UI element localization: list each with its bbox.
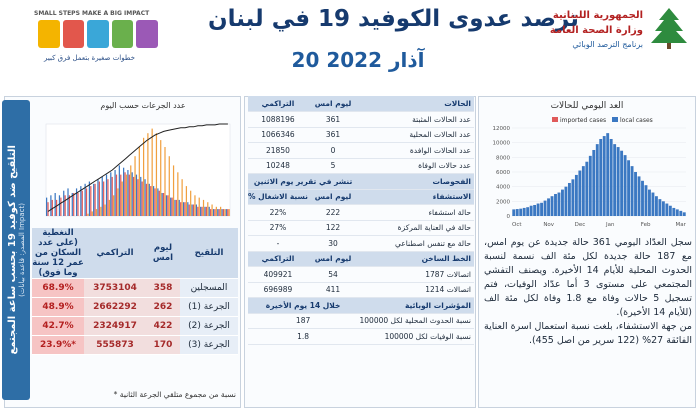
dose-bar — [184, 202, 185, 216]
local-cases-bar — [613, 144, 616, 216]
local-cases-bar — [575, 175, 578, 216]
dose-bar — [110, 172, 111, 216]
cell-label: اتصالات 1214 — [358, 282, 474, 298]
local-cases-bar — [526, 207, 529, 216]
dose-bar — [73, 193, 74, 216]
dose-bar — [109, 200, 110, 216]
hotline-yesterday-header: ليوم امس — [308, 251, 358, 267]
local-cases-bar — [645, 185, 648, 216]
local-cases-bar — [624, 155, 627, 216]
dose-bar — [150, 186, 151, 216]
local-cases-bar — [568, 183, 571, 216]
dose-bar — [107, 179, 108, 216]
dose-bar — [189, 205, 190, 217]
cell-label: حالة استشفاء — [358, 205, 474, 221]
cell-yesterday: 361 — [308, 127, 358, 143]
local-cases-bar — [544, 201, 547, 216]
dose-bar — [112, 177, 113, 216]
dose-bar — [56, 200, 57, 216]
dose-bar — [92, 211, 93, 216]
x-tick-label: Mar — [675, 222, 686, 228]
dose-bar — [156, 133, 157, 216]
y-tick-label: 4000 — [496, 184, 510, 191]
x-tick-label: Dec — [574, 222, 586, 228]
local-cases-bar — [561, 190, 564, 216]
dose-bar — [114, 170, 115, 216]
x-tick-label: Feb — [640, 222, 651, 228]
local-cases-bar — [558, 193, 561, 216]
local-cases-bar — [582, 166, 585, 216]
cell-label: حالة في العناية المركزة — [358, 220, 474, 236]
local-cases-bar — [596, 144, 599, 216]
dose-bar — [223, 209, 224, 216]
local-cases-bar — [554, 194, 557, 216]
local-cases-bar — [676, 209, 679, 216]
cumulative-value: 3753104 — [84, 279, 146, 298]
cell-yesterday: 0 — [308, 143, 358, 159]
local-cases-bar — [669, 206, 672, 216]
cell-cumulative: 21850 — [248, 143, 308, 159]
dose-bar — [206, 207, 207, 216]
campaign-slogan-en: SMALL STEPS MAKE A BIG IMPACT — [34, 10, 150, 17]
dose-bar — [173, 165, 174, 216]
legend-swatch — [612, 117, 618, 122]
dose-bar — [157, 188, 158, 216]
ministry-line3: برنامج الترصد الوبائي — [572, 40, 643, 49]
local-cases-bar — [652, 193, 655, 216]
side-subtitle-text: (المصدر: قاعدة بيانات Impact) — [17, 203, 26, 297]
coverage-value: 48.9% — [32, 298, 84, 317]
dose-bar — [77, 193, 78, 216]
dose-bar — [47, 202, 48, 216]
indicators-note: خلال 14 يوم الأخيرة — [248, 298, 358, 314]
local-cases-bar — [631, 166, 634, 216]
table-row — [248, 267, 474, 283]
cell-yesterday: 54 — [308, 267, 358, 283]
dose-bar — [160, 140, 161, 216]
dose-bar — [119, 165, 120, 216]
dose-bar — [113, 195, 114, 216]
dose-bar — [144, 179, 145, 216]
local-cases-bar — [648, 190, 651, 216]
legend-swatch — [552, 117, 558, 122]
table-row — [32, 279, 238, 298]
dose-bar — [187, 202, 188, 216]
coverage-value: 42.7% — [32, 317, 84, 336]
row-label: المسجلين — [180, 279, 238, 298]
hotline-cumulative-header: التراكمي — [248, 251, 308, 267]
dose-bar — [216, 207, 217, 216]
table-row — [32, 317, 238, 336]
vaccination-table — [32, 228, 238, 355]
local-cases-bar — [662, 201, 665, 216]
dose-bar — [100, 207, 101, 216]
local-cases-bar — [638, 176, 641, 216]
cell-yesterday: 411 — [308, 282, 358, 298]
local-cases-bar — [530, 206, 533, 216]
dose-bar — [102, 177, 103, 216]
cell-cumulative: 409921 — [248, 267, 308, 283]
local-cases-bar — [578, 171, 581, 216]
local-cases-bar — [512, 209, 515, 216]
dose-bar — [93, 184, 94, 216]
dose-bar — [90, 186, 91, 216]
local-cases-bar — [658, 199, 661, 216]
dose-bar — [142, 182, 143, 217]
coverage-header: النغطية (على عدد السكان من عمر 12 سنة وما فوق) — [32, 228, 84, 278]
ministry-logo — [505, 6, 695, 72]
dose-bar — [149, 184, 150, 216]
daily-cases-chart — [482, 114, 692, 230]
x-tick-label: Nov — [543, 222, 555, 228]
table-row — [248, 313, 474, 329]
dose-bar — [147, 133, 148, 216]
dose-bar — [190, 191, 191, 216]
local-cases-bar — [617, 147, 620, 216]
table-row — [248, 112, 474, 128]
dose-bar — [219, 209, 220, 216]
coverage-value: 68.9% — [32, 279, 84, 298]
dose-bar — [55, 193, 56, 216]
dose-bar — [194, 195, 195, 216]
yesterday-value: 422 — [146, 317, 180, 336]
dose-bar — [227, 209, 228, 216]
dose-bar — [163, 193, 164, 216]
cell-value: 1.8 — [248, 329, 358, 345]
indicators-header: المؤشرات الوبائية — [358, 298, 474, 314]
dose-bar — [174, 200, 175, 216]
cell-pct: - — [248, 236, 308, 252]
y-tick-label: 2000 — [496, 199, 510, 206]
cumulative-value: 555873 — [84, 336, 146, 355]
dose-bar — [130, 165, 131, 216]
dose-bar — [96, 209, 97, 216]
dose-bar — [146, 184, 147, 216]
dose-bar — [97, 179, 98, 216]
cell-label: عدد الحالات الوافدة — [358, 143, 474, 159]
yesterday-value: 358 — [146, 279, 180, 298]
local-cases-bar — [641, 181, 644, 216]
dose-bar — [167, 195, 168, 216]
cases-yesterday-header: ليوم امس — [308, 96, 358, 112]
campaign-icons — [38, 20, 158, 48]
local-cases-bar — [540, 203, 543, 216]
dose-bar — [182, 179, 183, 216]
dose-bar — [200, 207, 201, 216]
dose-bar — [220, 207, 221, 216]
cell-label: نسبة الحدوث المحلية لكل 100000 — [358, 313, 474, 329]
cumulative-header: التراكمي — [84, 228, 146, 279]
row-label: الجرعة (3) — [180, 336, 238, 355]
yesterday-value: 170 — [146, 336, 180, 355]
dose-bar — [89, 182, 90, 217]
local-cases-bar — [519, 209, 522, 216]
cell-yesterday: 122 — [308, 220, 358, 236]
table-row — [248, 158, 474, 174]
dose-bar — [65, 195, 66, 216]
cell-value: 187 — [248, 313, 358, 329]
ministry-line2: وزارة الصحة العامة — [549, 25, 643, 36]
dose-bar — [180, 202, 181, 216]
dose-bar — [224, 209, 225, 216]
dose-bar — [143, 138, 144, 216]
dose-bar — [209, 207, 210, 216]
dose-bar — [124, 172, 125, 216]
dose-bar — [86, 188, 87, 216]
cell-label: عدد حالات الوفاة — [358, 158, 474, 174]
dose-bar — [134, 156, 135, 216]
dose-bar — [153, 186, 154, 216]
local-cases-bar — [571, 179, 574, 216]
vaccine-chart-title: عدد الجرعات حسب اليوم — [100, 101, 186, 110]
dose-bar — [60, 198, 61, 216]
dose-bar — [104, 205, 105, 217]
local-cases-bar — [589, 156, 592, 216]
dose-bar — [170, 198, 171, 216]
cell-pct: 27% — [248, 220, 308, 236]
x-tick-label: Jan — [605, 222, 615, 228]
dose-bar — [116, 175, 117, 216]
cell-pct: 22% — [248, 205, 308, 221]
vaccination-footnote: * نسبة من مجموع متلقي الجرعة الثانية — [113, 390, 236, 399]
y-tick-label: 8000 — [496, 155, 510, 162]
y-tick-label: 12000 — [492, 126, 510, 132]
summary-paragraph-2: من جهة الاستشفاء، بلغت نسبة استعمال اسرة العناية الفائقة 27% (122 سرير من اصل 455). — [484, 321, 692, 346]
cell-label: عدد الحالات المثبتة — [358, 112, 474, 128]
cell-cumulative: 1088196 — [248, 112, 308, 128]
dose-bar — [117, 188, 118, 216]
dose-bar — [126, 175, 127, 216]
local-cases-bar — [565, 187, 568, 216]
dose-bar — [59, 195, 60, 216]
dose-bar — [176, 200, 177, 216]
dose-bar — [221, 209, 222, 216]
tests-header: الفحوصات — [358, 174, 474, 190]
cases-header: الحالات — [358, 96, 474, 112]
side-title-text: التلقيح ضد كوفيد 19 بحسب ساعة المجتمع — [6, 145, 18, 355]
dose-bar — [123, 168, 124, 216]
dose-bar — [177, 172, 178, 216]
local-cases-bar — [683, 212, 686, 216]
dose-bar — [164, 147, 165, 216]
dose-bar — [179, 200, 180, 216]
cell-yesterday: 361 — [308, 112, 358, 128]
dose-bar — [191, 205, 192, 217]
cell-cumulative: 10248 — [248, 158, 308, 174]
row-label: الجرعة (2) — [180, 317, 238, 336]
vaccination-side-title — [2, 100, 30, 400]
local-cases-bar — [672, 208, 675, 216]
dose-bar — [46, 198, 47, 216]
legend-label: local cases — [620, 117, 653, 124]
cell-label: حالة مع تنفس اصطناعي — [358, 236, 474, 252]
local-cases-bar — [585, 162, 588, 216]
dose-bar — [133, 177, 134, 216]
dose-bar — [166, 195, 167, 216]
dose-bar — [204, 207, 205, 216]
local-cases-bar — [592, 150, 595, 216]
summary-text — [484, 236, 692, 348]
dose-bar — [213, 209, 214, 216]
coverage-value: 23.9%* — [32, 336, 84, 355]
dose-bar — [211, 205, 212, 217]
local-cases-bar — [655, 196, 658, 216]
table-row — [32, 298, 238, 317]
report-date: 20 آذار 2022 — [291, 48, 425, 72]
cell-label: عدد الحالات المحلية — [358, 127, 474, 143]
vaccine-doses-chart — [40, 114, 236, 222]
stats-table — [248, 96, 474, 345]
cell-cumulative: 1066346 — [248, 127, 308, 143]
dose-bar — [82, 191, 83, 216]
dose-bar — [136, 175, 137, 216]
vaccination-header: التلقيح — [180, 228, 238, 279]
dose-bar — [132, 172, 133, 216]
dose-bar — [203, 200, 204, 216]
local-cases-bar — [523, 208, 526, 216]
dose-bar — [214, 209, 215, 216]
dose-bar — [201, 207, 202, 216]
campaign-slogan-ar: خطوات صغيرة بتعمل فرق كبير — [44, 54, 135, 62]
local-cases-bar — [620, 151, 623, 216]
local-cases-bar — [551, 196, 554, 216]
dose-bar — [139, 147, 140, 216]
local-cases-bar — [606, 133, 609, 216]
yesterday-value: 262 — [146, 298, 180, 317]
y-tick-label: 10000 — [492, 140, 510, 147]
hotline-header: الخط الساخن — [358, 251, 474, 267]
dose-bar — [229, 209, 230, 216]
dose-bar — [120, 175, 121, 216]
daily-cases-chart-title: العد اليومي للحالات — [550, 101, 624, 111]
hosp-header: الاستشفاء — [358, 189, 474, 205]
cases-cumulative-header: التراكمي — [248, 96, 308, 112]
dose-bar — [129, 175, 130, 216]
table-row — [248, 127, 474, 143]
dose-bar — [63, 191, 64, 216]
table-row — [248, 143, 474, 159]
legend-label: imported cases — [560, 117, 607, 124]
y-tick-label: 0 — [506, 214, 510, 220]
dose-bar — [122, 182, 123, 217]
campaign-logo — [24, 6, 174, 72]
table-row — [32, 336, 238, 355]
y-tick-label: 6000 — [496, 170, 510, 176]
cell-yesterday: 222 — [308, 205, 358, 221]
hosp-yesterday-header: ليوم امس — [308, 189, 358, 205]
local-cases-bar — [547, 198, 550, 216]
page-title: ترصد عدوى الكوفيد 19 في لبنان — [208, 6, 579, 32]
dose-bar — [99, 182, 100, 217]
table-row — [248, 329, 474, 345]
cumulative-value: 2662292 — [84, 298, 146, 317]
dose-bar — [207, 202, 208, 216]
local-cases-bar — [610, 139, 613, 216]
dose-bar — [85, 184, 86, 216]
dose-bar — [186, 186, 187, 216]
dose-bar — [154, 188, 155, 216]
cumulative-value: 2324917 — [84, 317, 146, 336]
dose-bar — [140, 177, 141, 216]
dose-bar — [159, 191, 160, 216]
cell-yesterday: 30 — [308, 236, 358, 252]
dose-bar — [199, 198, 200, 216]
cedar-icon — [649, 6, 689, 50]
cell-label: اتصالات 1787 — [358, 267, 474, 283]
dose-bar — [210, 209, 211, 216]
local-cases-bar — [627, 160, 630, 216]
cell-label: نسبة الوفيات لكل 100000 — [358, 329, 474, 345]
cell-cumulative: 696989 — [248, 282, 308, 298]
tests-note: تنشر في تقرير يوم الاثنين — [248, 174, 358, 190]
dose-bar — [67, 188, 68, 216]
table-row — [248, 236, 474, 252]
dose-bar — [193, 205, 194, 217]
dose-bar — [217, 209, 218, 216]
table-row — [248, 220, 474, 236]
dose-bar — [197, 207, 198, 216]
dose-bar — [183, 202, 184, 216]
local-cases-bar — [516, 209, 519, 216]
dose-bar — [50, 195, 51, 216]
dose-bar — [137, 179, 138, 216]
dose-bar — [162, 193, 163, 216]
summary-paragraph-1: سجل العدّاد اليومي 361 حالة جديدة عن يوم امس، مع 187 حالة جديدة لكل مئة الف نسمة لنسبة الحدوث المحلية للأيام 14 الأخيرة. ويصنف التفشي المجتمعي على مستوى 3 أما عدّاد الوفيات، فتم تسجيل 5 حالات وفاة مع 1.8 وفاة لكل مئة الف (للأيام 14 الأخيرة). — [484, 237, 693, 318]
dose-bar — [172, 198, 173, 216]
table-row — [248, 205, 474, 221]
x-tick-label: Oct — [512, 222, 522, 228]
dose-bar — [226, 209, 227, 216]
yesterday-header: ليوم امس — [146, 228, 180, 279]
local-cases-bar — [634, 172, 637, 216]
row-label: الجرعة (1) — [180, 298, 238, 317]
local-cases-bar — [537, 204, 540, 216]
hosp-pct-header: % نسبة الاشغال — [248, 189, 308, 205]
dose-bar — [196, 205, 197, 217]
dose-bar — [87, 214, 88, 216]
dose-bar — [152, 129, 153, 216]
cell-yesterday: 5 — [308, 158, 358, 174]
ministry-line1: الجمهورية اللبنانية — [552, 10, 643, 21]
local-cases-bar — [665, 204, 668, 216]
dose-bar — [103, 182, 104, 217]
table-row — [248, 282, 474, 298]
dose-bar — [106, 175, 107, 216]
dose-bar — [169, 156, 170, 216]
dose-bar — [94, 184, 95, 216]
local-cases-bar — [603, 136, 606, 216]
local-cases-bar — [533, 205, 536, 216]
dose-bar — [127, 170, 128, 216]
local-cases-bar — [599, 139, 602, 216]
local-cases-bar — [679, 211, 682, 216]
